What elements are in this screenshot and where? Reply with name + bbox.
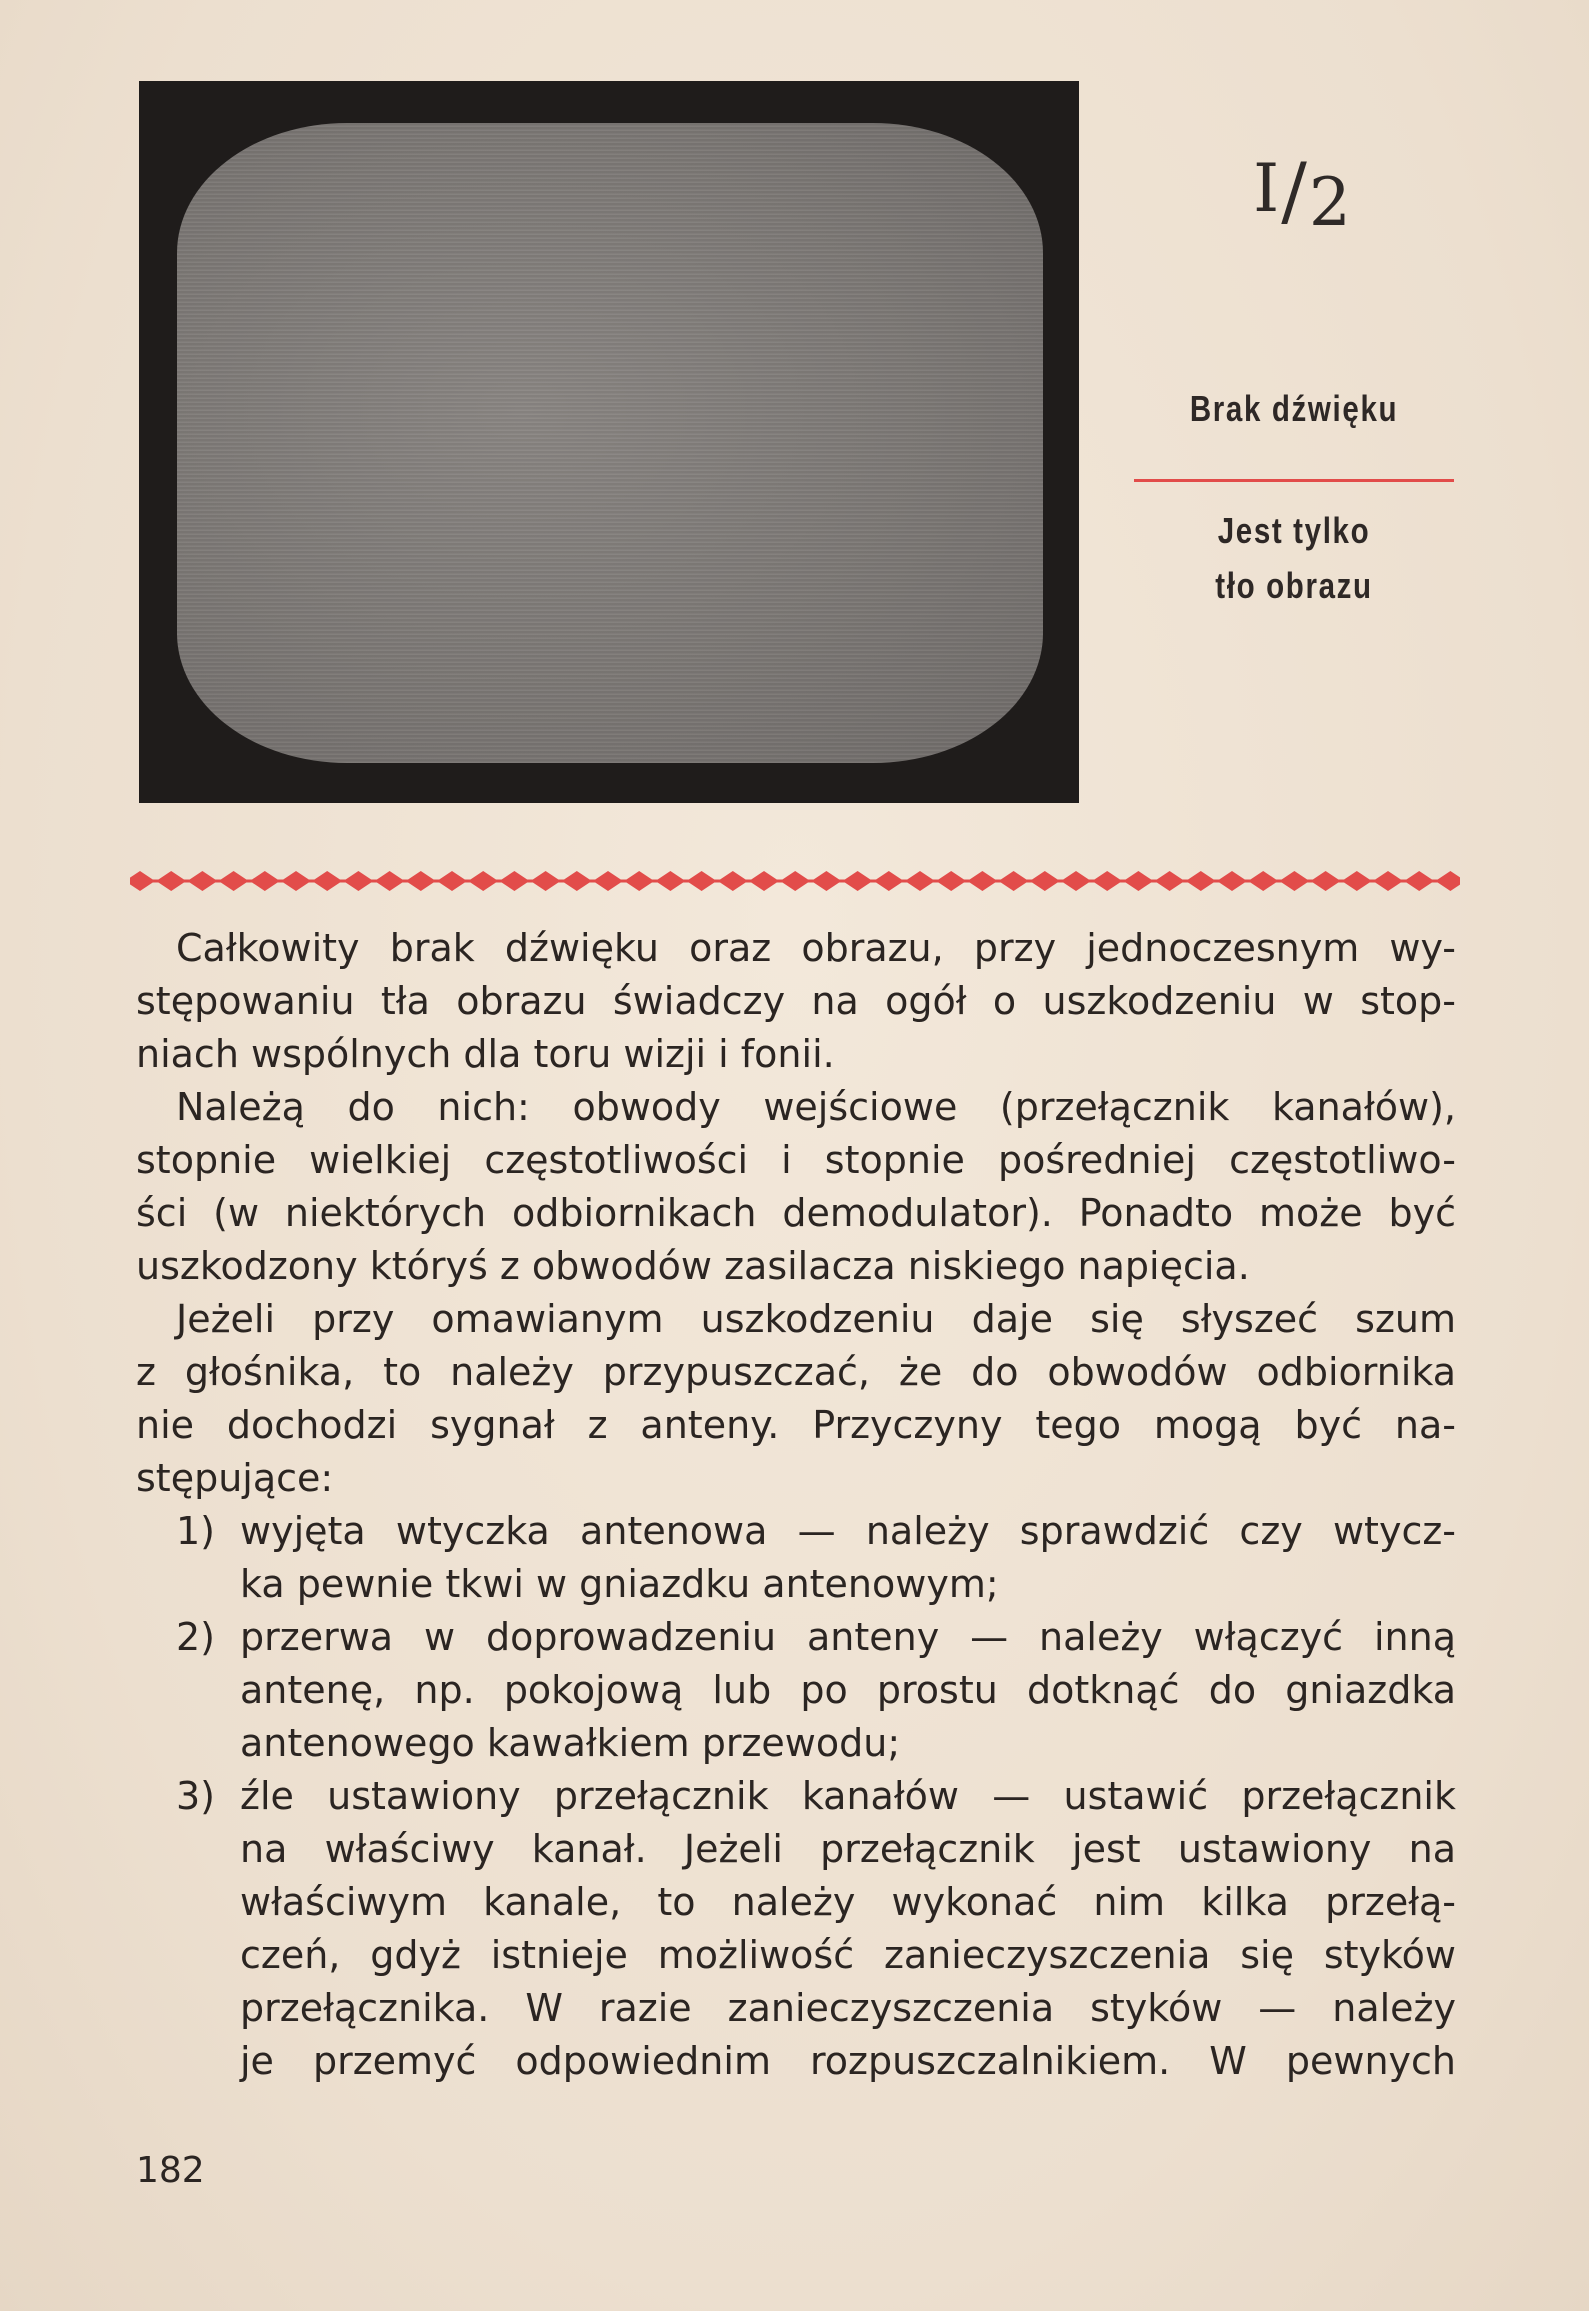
ornament-diamond xyxy=(1155,871,1185,891)
ornament-diamond xyxy=(156,871,186,891)
text-line: antenę, np. pokojową lub po prostu dotknąć do gniazdka xyxy=(240,1668,1456,1712)
ornament-diamond xyxy=(687,871,717,891)
ornament-diamond xyxy=(406,871,436,891)
section-code-main: I xyxy=(1253,150,1282,227)
ornament-diamond xyxy=(1279,871,1309,891)
ornament-diamond xyxy=(437,871,467,891)
list-item-body xyxy=(240,1611,1456,1770)
text-line: na właściwy kanał. Jeżeli przełącznik jest ustawiony na xyxy=(240,1827,1456,1871)
ornament-diamond xyxy=(1217,871,1247,891)
ornament-diamond xyxy=(1435,871,1460,891)
ornament-diamond xyxy=(1092,871,1122,891)
ornament-diamond xyxy=(936,871,966,891)
red-divider xyxy=(1134,479,1454,482)
symptom-title: Brak dźwięku xyxy=(1189,388,1399,429)
tv-screen-photo xyxy=(139,81,1079,803)
ornament-diamond xyxy=(1311,871,1341,891)
ornament-diamond xyxy=(375,871,405,891)
ornament-diamond xyxy=(250,871,280,891)
diamond-ornament xyxy=(130,866,1460,896)
text-line: stopnie wielkiej częstotliwości i stopnie pośredniej częstotliwo- xyxy=(136,1138,1456,1182)
section-code-slash: / xyxy=(1281,146,1309,235)
ornament-diamond xyxy=(967,871,997,891)
text-line: źle ustawiony przełącznik kanałów — ustawić przełącznik xyxy=(240,1774,1456,1818)
ornament-diamond xyxy=(531,871,561,891)
ornament-diamond xyxy=(468,871,498,891)
paragraph xyxy=(136,1081,1456,1293)
text-line: z głośnika, to należy przypuszczać, że do obwodów odbiornika xyxy=(136,1350,1456,1394)
blank-tv-raster xyxy=(177,123,1043,763)
list-number: 3) xyxy=(176,1774,216,1818)
text-line: uszkodzony któryś z obwodów zasilacza niskiego napięcia. xyxy=(136,1244,1250,1288)
text-line: przełącznika. W razie zanieczyszczenia styków — należy xyxy=(240,1986,1456,2030)
symptom-subtitle xyxy=(1163,503,1425,613)
list-item-body xyxy=(240,1770,1456,2088)
text-line: Całkowity brak dźwięku oraz obrazu, przy jednoczesnym wy- xyxy=(176,926,1456,970)
ornament-diamond xyxy=(624,871,654,891)
text-line: nie dochodzi sygnał z anteny. Przyczyny tego mogą być na- xyxy=(136,1403,1456,1447)
ornament-diamond xyxy=(655,871,685,891)
ornament-diamond xyxy=(811,871,841,891)
ornament-diamond xyxy=(499,871,529,891)
text-line: Należą do nich: obwody wejściowe (przełącznik kanałów), xyxy=(176,1085,1456,1129)
ornament-diamond xyxy=(843,871,873,891)
ornament-diamond xyxy=(1061,871,1091,891)
ornament-diamond xyxy=(343,871,373,891)
text-line: Jeżeli przy omawianym uszkodzeniu daje się słyszeć szum xyxy=(176,1297,1456,1341)
text-line: czeń, gdyż istnieje możliwość zanieczyszczenia się styków xyxy=(240,1933,1456,1977)
ornament-diamond xyxy=(1404,871,1434,891)
text-line: stępowaniu tła obrazu świadczy na ogół o uszkodzeniu w stop- xyxy=(136,979,1456,1023)
text-line: wyjęta wtyczka antenowa — należy sprawdzić czy wtycz- xyxy=(240,1509,1456,1553)
ornament-diamond xyxy=(1342,871,1372,891)
text-line: przerwa w doprowadzeniu anteny — należy włączyć inną xyxy=(240,1615,1456,1659)
text-line: je przemyć odpowiednim rozpuszczalnikiem. W pewnych xyxy=(240,2039,1456,2083)
ornament-diamond xyxy=(1030,871,1060,891)
ornament-diamond xyxy=(874,871,904,891)
symptom-subtitle-line: tło obrazu xyxy=(1215,565,1373,606)
text-line: antenowego kawałkiem przewodu; xyxy=(240,1721,901,1765)
ornament-diamond xyxy=(562,871,592,891)
ornament-diamond xyxy=(905,871,935,891)
paragraph xyxy=(136,1293,1456,1505)
list-number: 1) xyxy=(176,1509,216,1553)
text-line: ści (w niektórych odbiornikach demodulator). Ponadto może być xyxy=(136,1191,1456,1235)
ornament-diamond xyxy=(1373,871,1403,891)
symptom-subtitle-line: Jest tylko xyxy=(1217,510,1371,551)
ornament-diamond xyxy=(999,871,1029,891)
ornament-diamond xyxy=(130,871,155,891)
page-number: 182 xyxy=(136,2150,205,2191)
ornament-diamond xyxy=(593,871,623,891)
ornament-diamond xyxy=(1248,871,1278,891)
section-code-sub: 2 xyxy=(1308,164,1353,241)
list-number: 2) xyxy=(176,1615,216,1659)
ornament-diamond xyxy=(312,871,342,891)
paragraph xyxy=(136,922,1456,1081)
ornament-diamond xyxy=(749,871,779,891)
ornament-diamond xyxy=(1186,871,1216,891)
text-line: niach wspólnych dla toru wizji i fonii. xyxy=(136,1032,835,1076)
ornament-diamond xyxy=(780,871,810,891)
list-item-body xyxy=(240,1505,1456,1611)
ornament-diamond xyxy=(187,871,217,891)
text-line: stępujące: xyxy=(136,1456,334,1500)
ornament-diamond xyxy=(281,871,311,891)
section-code xyxy=(1238,140,1368,241)
text-line: właściwym kanale, to należy wykonać nim kilka przełą- xyxy=(240,1880,1456,1924)
ornament-diamond xyxy=(219,871,249,891)
text-line: ka pewnie tkwi w gniazdku antenowym; xyxy=(240,1562,999,1606)
ornament-diamond xyxy=(1123,871,1153,891)
ornament-diamond xyxy=(718,871,748,891)
